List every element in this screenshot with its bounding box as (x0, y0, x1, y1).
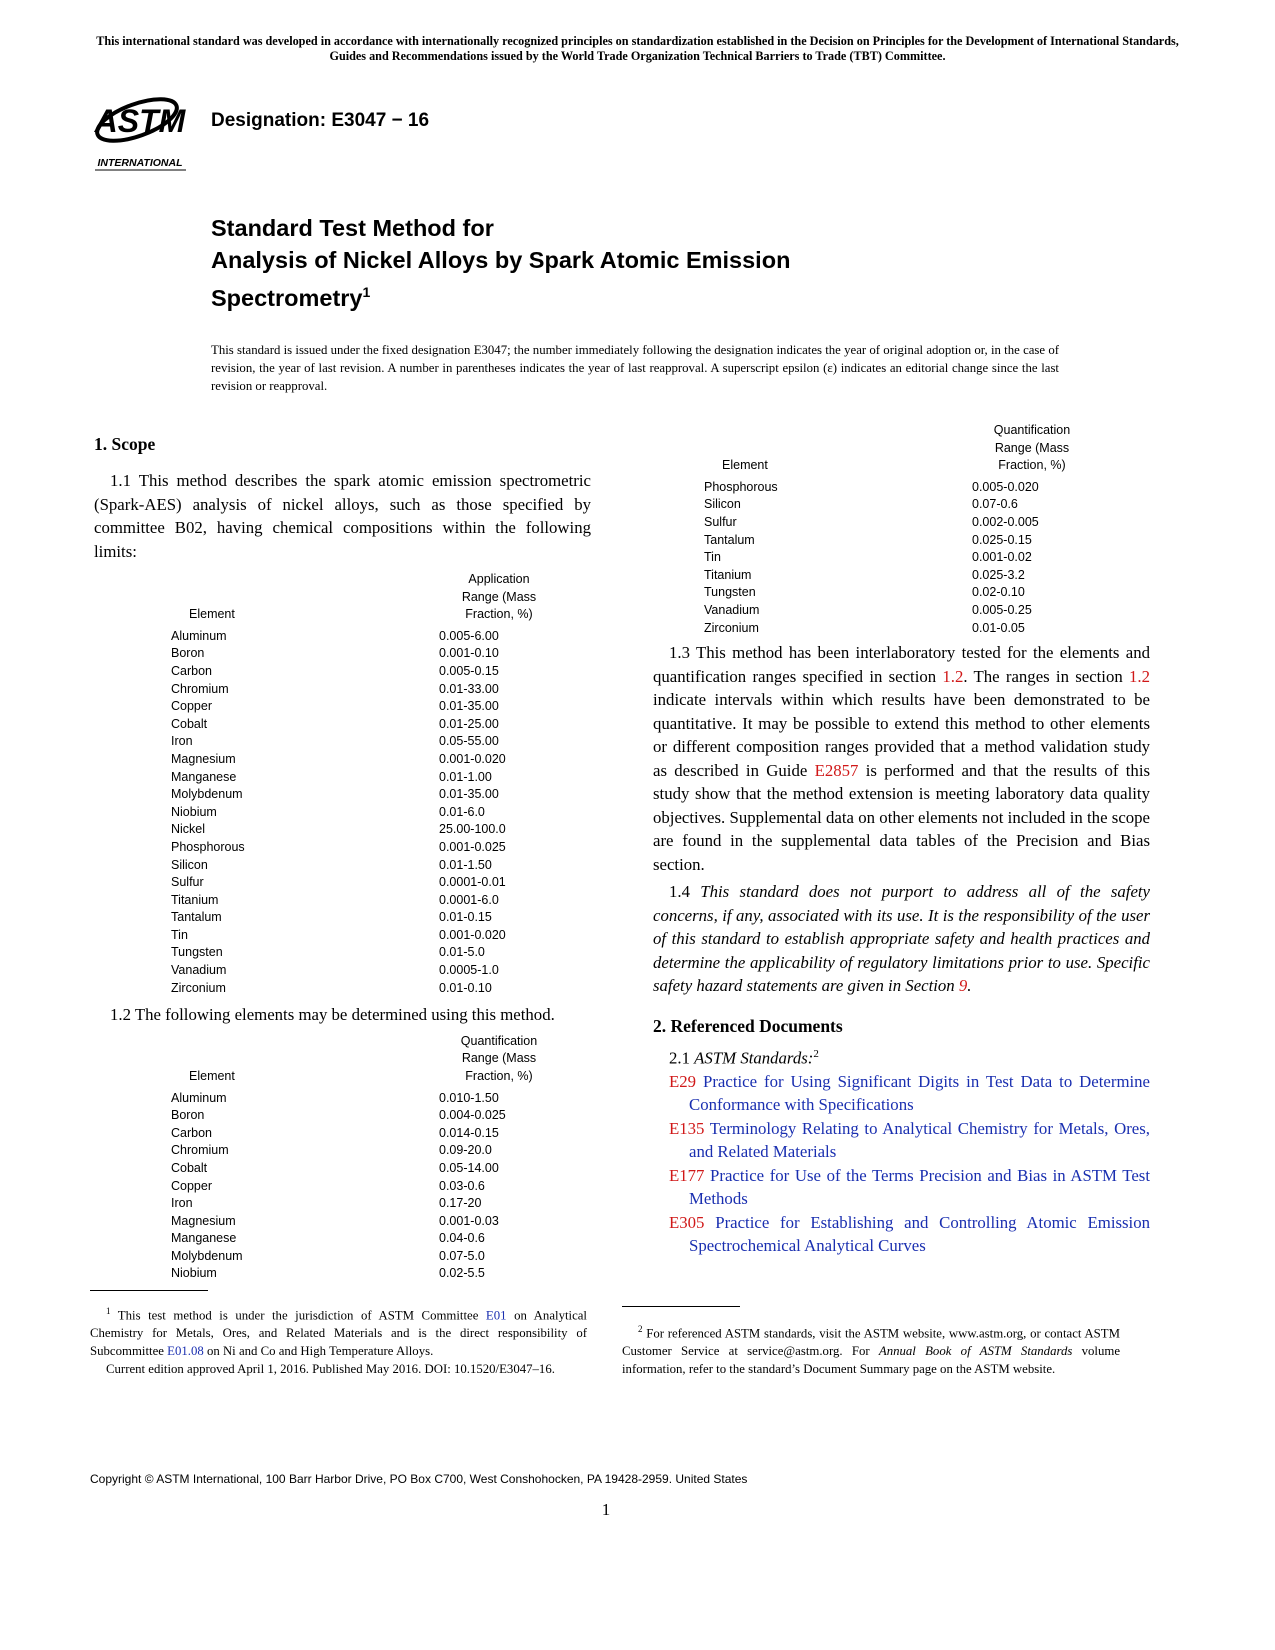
link-section-1-2[interactable]: 1.2 (1129, 666, 1150, 686)
reference-item (653, 1211, 1150, 1258)
title-line-1: Standard Test Method for (211, 215, 494, 241)
table-row (171, 804, 559, 822)
top-notice: This international standard was developed in accordance with internationally recognized principles on standardization established in the Decision on Principles for the Development of International Standards, Guides and Recommendations issued by the World Trade Organization Technical Barriers to Trade (TBT) Committee. (96, 34, 1179, 63)
page-title (211, 212, 1111, 314)
section-heading-scope: 1. Scope (94, 434, 156, 454)
table-row (704, 496, 1092, 514)
title-footnote-mark: 1 (362, 284, 371, 300)
table-row (704, 602, 1092, 620)
table-row (704, 532, 1092, 550)
table-row (171, 1142, 559, 1160)
element-range: 0.17-20 (439, 1196, 482, 1211)
table-row (171, 1213, 559, 1231)
link-e2857[interactable]: E2857 (814, 760, 859, 780)
element-range: 0.01-33.00 (439, 681, 499, 696)
table-row (171, 944, 559, 962)
element-range: 0.01-25.00 (439, 716, 499, 731)
table-row (171, 1265, 559, 1283)
element-name: Tantalum (171, 910, 222, 925)
table-row (704, 620, 1092, 638)
element-name: Manganese (171, 769, 237, 784)
reference-item (653, 1164, 1150, 1211)
footnote-2: $^2$ For referenced ASTM standards, visit the ASTM website, www.astm.org, or contact ASTM Customer Service at service@astm.org. For Annual Book of ASTM Standards volume information, refer to the standard’s Document Summary page on the ASTM website. (622, 1324, 1121, 1377)
element-name: Niobium (171, 1266, 217, 1281)
element-name: Copper (171, 1178, 212, 1193)
element-name: Sulfur (704, 514, 737, 529)
element-range: 0.0001-6.0 (439, 892, 499, 907)
table-row (171, 698, 559, 716)
element-range: 0.02-5.5 (439, 1266, 485, 1281)
element-name: Phosphorous (171, 839, 245, 854)
element-range: 0.01-0.10 (439, 980, 492, 995)
reference-item (653, 1070, 1150, 1117)
element-name: Boron (171, 646, 205, 661)
table-row (171, 980, 559, 998)
quantification-range-table-continued (704, 422, 1092, 637)
element-name: Sulfur (171, 875, 204, 890)
element-name: Tin (171, 927, 188, 942)
element-name: Carbon (171, 1125, 212, 1140)
table-row (171, 663, 559, 681)
element-name: Iron (171, 734, 193, 749)
element-range: 0.001-0.10 (439, 646, 499, 661)
element-name: Magnesium (171, 1213, 236, 1228)
element-range: 0.01-0.05 (972, 620, 1025, 635)
copyright: Copyright © ASTM International, 100 Barr Harbor Drive, PO Box C700, West Conshohocken, PA 19428-2959. United States (90, 1472, 748, 1486)
table-row (171, 1125, 559, 1143)
element-range: 0.004-0.025 (439, 1108, 506, 1123)
element-range: 0.001-0.03 (439, 1213, 499, 1228)
reference-list (653, 1070, 1150, 1258)
reference-title-link[interactable]: Terminology Relating to Analytical Chemistry for Metals, Ores, and Related Materials (689, 1118, 1150, 1162)
reference-title-link[interactable]: Practice for Establishing and Controlling Atomic Emission Spectrochemical Analytical Curves (689, 1212, 1151, 1256)
reference-code-link[interactable]: E177 (669, 1165, 705, 1185)
element-range: 0.0001-0.01 (439, 875, 506, 890)
element-range: 0.005-0.25 (972, 602, 1032, 617)
element-name: Cobalt (171, 1160, 208, 1175)
element-range: 0.0005-1.0 (439, 963, 499, 978)
reference-code-link[interactable]: E305 (669, 1212, 705, 1232)
element-range: 0.014-0.15 (439, 1125, 499, 1140)
element-range: 0.01-35.00 (439, 699, 499, 714)
footnote-rule (90, 1290, 208, 1291)
table-row (171, 927, 559, 945)
page-number: 1 (601, 1500, 611, 1519)
table-header-element: Element (189, 1068, 235, 1083)
element-range: 0.001-0.025 (439, 839, 506, 854)
subsection-2-1: 2.1 ASTM Standards:$^2$ (669, 1047, 819, 1068)
table-row (171, 769, 559, 787)
element-range: 0.025-0.15 (972, 532, 1032, 547)
element-range: 0.01-1.50 (439, 857, 492, 872)
link-section-1-2[interactable]: 1.2 (942, 666, 964, 686)
element-name: Molybdenum (171, 787, 243, 802)
element-range: 0.07-0.6 (972, 497, 1018, 512)
element-range: 25.00-100.0 (439, 822, 506, 837)
table-row (171, 645, 559, 663)
element-name: Chromium (171, 681, 229, 696)
element-name: Silicon (171, 857, 208, 872)
footnote-edition: Current edition approved April 1, 2016. Published May 2016. DOI: 10.1520/E3047–16. (106, 1362, 555, 1377)
element-range: 0.05-55.00 (439, 734, 499, 749)
element-name: Molybdenum (171, 1248, 243, 1263)
astm-logo (92, 86, 192, 172)
element-range: 0.03-0.6 (439, 1178, 485, 1193)
table-row (171, 909, 559, 927)
issue-note: This standard is issued under the fixed designation E3047; the number immediately following the designation indicates the year of original adoption or, in the case of revision, the year of last revision. A number in parentheses indicates the year of last reapproval. A superscript epsilon (ε) indicates an editorial change since the last revision or reapproval. (211, 343, 1059, 393)
table-row (171, 839, 559, 857)
element-name: Carbon (171, 663, 212, 678)
footnote-1: $^1$ This test method is under the jurisdiction of ASTM Committee E01 on Analytical Chemistry for Metals, Ores, and Related Materials and is the direct responsibility of Subcommittee E01.08 on Ni and Co and High Temperature Alloys. Current edition approved April 1, 2016. Published May 2016. DOI: 10.1520/E3047–16. (90, 1306, 587, 1377)
element-name: Silicon (704, 497, 741, 512)
element-name: Boron (171, 1108, 205, 1123)
element-range: 0.001-0.02 (972, 550, 1032, 565)
logo-text: ASTM (94, 103, 186, 139)
reference-title-link[interactable]: Practice for Use of the Terms Precision and Bias in ASTM Test Methods (689, 1165, 1150, 1209)
title-line-2: Analysis of Nickel Alloys by Spark Atomic Emission (211, 247, 791, 273)
element-name: Iron (171, 1196, 193, 1211)
table-row (171, 821, 559, 839)
table-row (171, 733, 559, 751)
element-range: 0.01-35.00 (439, 787, 499, 802)
element-name: Manganese (171, 1231, 237, 1246)
table-header-range: Quantification Range (Mass Fraction, %) (460, 1033, 538, 1083)
element-name: Vanadium (704, 602, 760, 617)
element-name: Magnesium (171, 751, 236, 766)
element-range: 0.01-1.00 (439, 769, 492, 784)
element-name: Niobium (171, 804, 217, 819)
element-name: Cobalt (171, 716, 208, 731)
element-name: Titanium (704, 567, 752, 582)
reference-code-link[interactable]: E29 (669, 1071, 697, 1091)
paragraph-1-2: 1.2 The following elements may be determined using this method. (110, 1005, 555, 1025)
element-range: 0.01-6.0 (439, 804, 485, 819)
element-name: Tin (704, 550, 721, 565)
reference-item (653, 1117, 1150, 1164)
element-name: Phosphorous (704, 479, 778, 494)
element-range: 0.025-3.2 (972, 567, 1025, 582)
table-row (171, 1107, 559, 1125)
table-header-range: Quantification Range (Mass Fraction, %) (993, 423, 1071, 473)
element-range: 0.05-14.00 (439, 1160, 499, 1175)
logo-subtext: INTERNATIONAL (97, 157, 183, 169)
element-name: Tungsten (704, 585, 756, 600)
element-range: 0.005-0.020 (972, 479, 1039, 494)
table-row (171, 1178, 559, 1196)
element-range: 0.010-1.50 (439, 1090, 499, 1105)
table-row (704, 514, 1092, 532)
element-range: 0.005-6.00 (439, 628, 499, 643)
table-row (171, 1195, 559, 1213)
table-row (704, 479, 1092, 497)
table-row (171, 962, 559, 980)
element-name: Chromium (171, 1143, 229, 1158)
paragraph-1-3: 1.3 This method has been interlaboratory tested for the elements and quantification ranges specified in section 1.2. The ranges in section 1.2 indicate intervals within which results have been demonstrated to be quantitative. It may be possible to extend this method to other elements or different composition ranges provided that a method validation study as described in Guide E2857 is performed and that the results of this study show that the method extension is meeting laboratory data quality objectives. Supplemental data on other elements not included in the scope are found in the supplemental data tables of the Precision and Bias section. (653, 643, 1151, 874)
element-name: Tantalum (704, 532, 755, 547)
table-row (171, 751, 559, 769)
table-row (171, 1160, 559, 1178)
reference-title-link[interactable]: Practice for Using Significant Digits in Test Data to Determine Conformance with Specifications (689, 1071, 1150, 1115)
element-range: 0.01-0.15 (439, 910, 492, 925)
element-range: 0.07-5.0 (439, 1248, 485, 1263)
table-header-element: Element (189, 607, 235, 622)
table-row (704, 584, 1092, 602)
element-name: Zirconium (171, 980, 226, 995)
table-header-element: Element (722, 458, 768, 473)
left-column (94, 434, 591, 1283)
designation: Designation: E3047 − 16 (211, 110, 430, 131)
table-row (171, 892, 559, 910)
footnote-rule (622, 1306, 740, 1307)
element-range: 0.001-0.020 (439, 751, 506, 766)
element-range: 0.002-0.005 (972, 514, 1039, 529)
table-row (171, 786, 559, 804)
table-header-range: Application Range (Mass Fraction, %) (461, 572, 537, 622)
table-row (704, 567, 1092, 585)
element-range: 0.001-0.020 (439, 927, 506, 942)
table-row (171, 628, 559, 646)
paragraph-1-4: 1.4 This standard does not purport to address all of the safety concerns, if any, associated with its use. It is the responsibility of the user of this standard to establish appropriate safety and health practices and determine the applicability of regulatory limitations prior to use. Specific safety hazard statements are given in Section 9. (653, 882, 1150, 996)
table-row (171, 857, 559, 875)
table-row (704, 549, 1092, 567)
element-name: Nickel (171, 822, 206, 837)
application-range-table (171, 571, 559, 997)
table-row (171, 681, 559, 699)
element-name: Vanadium (171, 963, 227, 978)
link-e01-08[interactable]: E01.08 (167, 1344, 204, 1359)
element-name: Tungsten (171, 945, 223, 960)
table-row (171, 1230, 559, 1248)
element-name: Aluminum (171, 628, 227, 643)
right-column (653, 423, 1151, 1258)
element-range: 0.005-0.15 (439, 663, 499, 678)
link-section-9[interactable]: 9 (958, 976, 968, 996)
quantification-range-table (171, 1033, 559, 1283)
element-range: 0.09-20.0 (439, 1143, 492, 1158)
table-row (171, 716, 559, 734)
link-e01[interactable]: E01 (485, 1308, 507, 1323)
element-name: Copper (171, 699, 212, 714)
table-row (171, 1248, 559, 1266)
element-range: 0.01-5.0 (439, 945, 485, 960)
title-line-3: Spectrometry (211, 284, 363, 311)
paragraph-1-1: 1.1 This method describes the spark atomic emission spectrometric (Spark-AES) analysis of nickel alloys, such as those specified by committee B02, having chemical compositions within the following limits: (94, 471, 591, 561)
element-range: 0.02-0.10 (972, 585, 1025, 600)
element-name: Aluminum (171, 1090, 227, 1105)
element-range: 0.04-0.6 (439, 1231, 485, 1246)
reference-code-link[interactable]: E135 (669, 1118, 705, 1138)
table-row (171, 1090, 559, 1108)
section-heading-referenced-documents: 2. Referenced Documents (653, 1015, 843, 1036)
element-name: Titanium (171, 892, 219, 907)
table-row (171, 874, 559, 892)
element-name: Zirconium (704, 620, 759, 635)
